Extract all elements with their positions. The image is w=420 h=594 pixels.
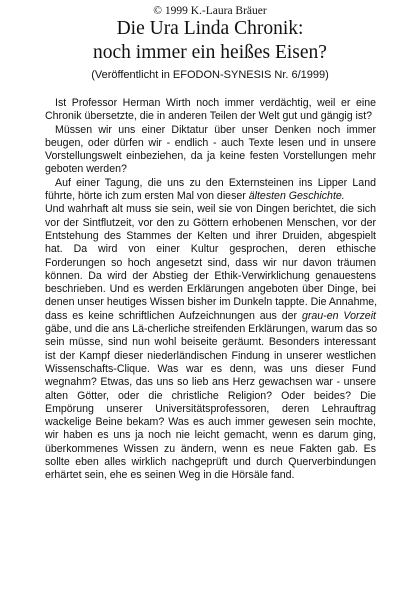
text-line: alten Götter, oder die christliche Religion? Oder beides? Die [45,389,376,402]
emphasis-text: ältesten Geschichte. [248,190,345,203]
text-line: Müssen wir uns einer Diktatur über unser Denken noch immer [55,123,376,136]
text-line: denen unser heutiges Wissen bisher im Dunkeln tappte. Die Annahme, [45,296,378,309]
text-line: Chronik übersetzte, die in anderen Teilen der Welt gut und gängig ist? [45,110,373,123]
text-line: wegnahm? Etwas, das uns so lieb ans Herz gewachsen war - unsere [45,376,376,389]
article-body [45,97,376,483]
text-line: Forderungen so hoch angesetzt sind, dass wir nur davon träumen [45,256,376,269]
text-line [45,190,376,203]
text-line: Ist Professor Herman Wirth noch immer verdächtig, weil er eine [55,97,376,109]
publication-note: (Veröffentlicht in EFODON-SYNESIS Nr. 6/1999) [91,69,329,81]
text-line: sein müsse, sind nun wohl beiseite geräumt. Besonders interessant [45,336,376,349]
title-line-1: Die Ura Linda Chronik: [116,18,304,39]
text-line: beugen, oder dürfen wir - endlich - auch Texte lesen und in unsere [45,136,376,149]
text-line [45,310,376,323]
text-line: wackelige Beine bekam? Was es auch immer gewesen sein mochte, [45,416,376,429]
text-line: erhärtet sein, ehe es seinen Weg in die Hörsäle fand. [45,469,295,482]
text-line: sollte eben alles wirklich nachgeprüft und durch Querverbindungen [45,456,376,469]
text-line: ist der Kampf dieser niederländischen Findung in unserer westlichen [45,349,376,362]
text-line: geboten werden? [45,163,127,176]
text-run: führte, hörte ich zum ersten Mal von dieser [45,190,249,203]
copyright-line: © 1999 K.-Laura Bräuer [153,5,267,17]
text-line: hat. Da wird von einer Kultur gesprochen, deren ethische [45,243,376,256]
title-line-2: noch immer ein heißes Eisen? [93,42,327,63]
text-run: dass es keine schriftlichen Aufzeichnungen aus der [45,309,302,322]
article-title [0,17,420,65]
text-line: Entstehung des Stammes der Kelten und ihrer Druiden, abgespielt [45,229,376,242]
text-line: Wissenschafts-Clique. Was war es denn, was uns dieser Fund [45,362,376,375]
text-line: Vorstellungswelt einbeziehen, da ja keine festen Vorstellungen mehr [45,150,376,163]
text-line: gäbe, und die ans Lä-cherliche streifenden Erklärungen, warum das so [45,323,378,336]
text-line: vor der Sintflutzeit, vor den zu Göttern erhobenen Menschen, vor der [45,216,376,229]
text-line: wir haben es uns ja noch nie leicht gemacht, wenn es darum ging, [45,429,376,442]
text-line: Und wahrhaft alt muss sie sein, weil sie von Dingen berichtet, die sich [45,203,376,216]
text-line: können. Da wird der Abstieg der Ethik-Verwirklichung genauestens [45,269,376,282]
text-line: Auf einer Tagung, die uns zu den Externsteinen ins Lipper Land [55,176,376,189]
text-line: überkommenes Wissen zu ändern, wenn es neue Fakten gab. Es [45,442,376,455]
text-line: Empörung unserer Universitätsprofessoren, deren Lehrauftrag [45,402,376,415]
emphasis-text: grau-en Vorzeit [301,309,376,322]
text-line: beschrieben. Und es werden Erklärungen angeboten über Dinge, bei [45,283,376,296]
